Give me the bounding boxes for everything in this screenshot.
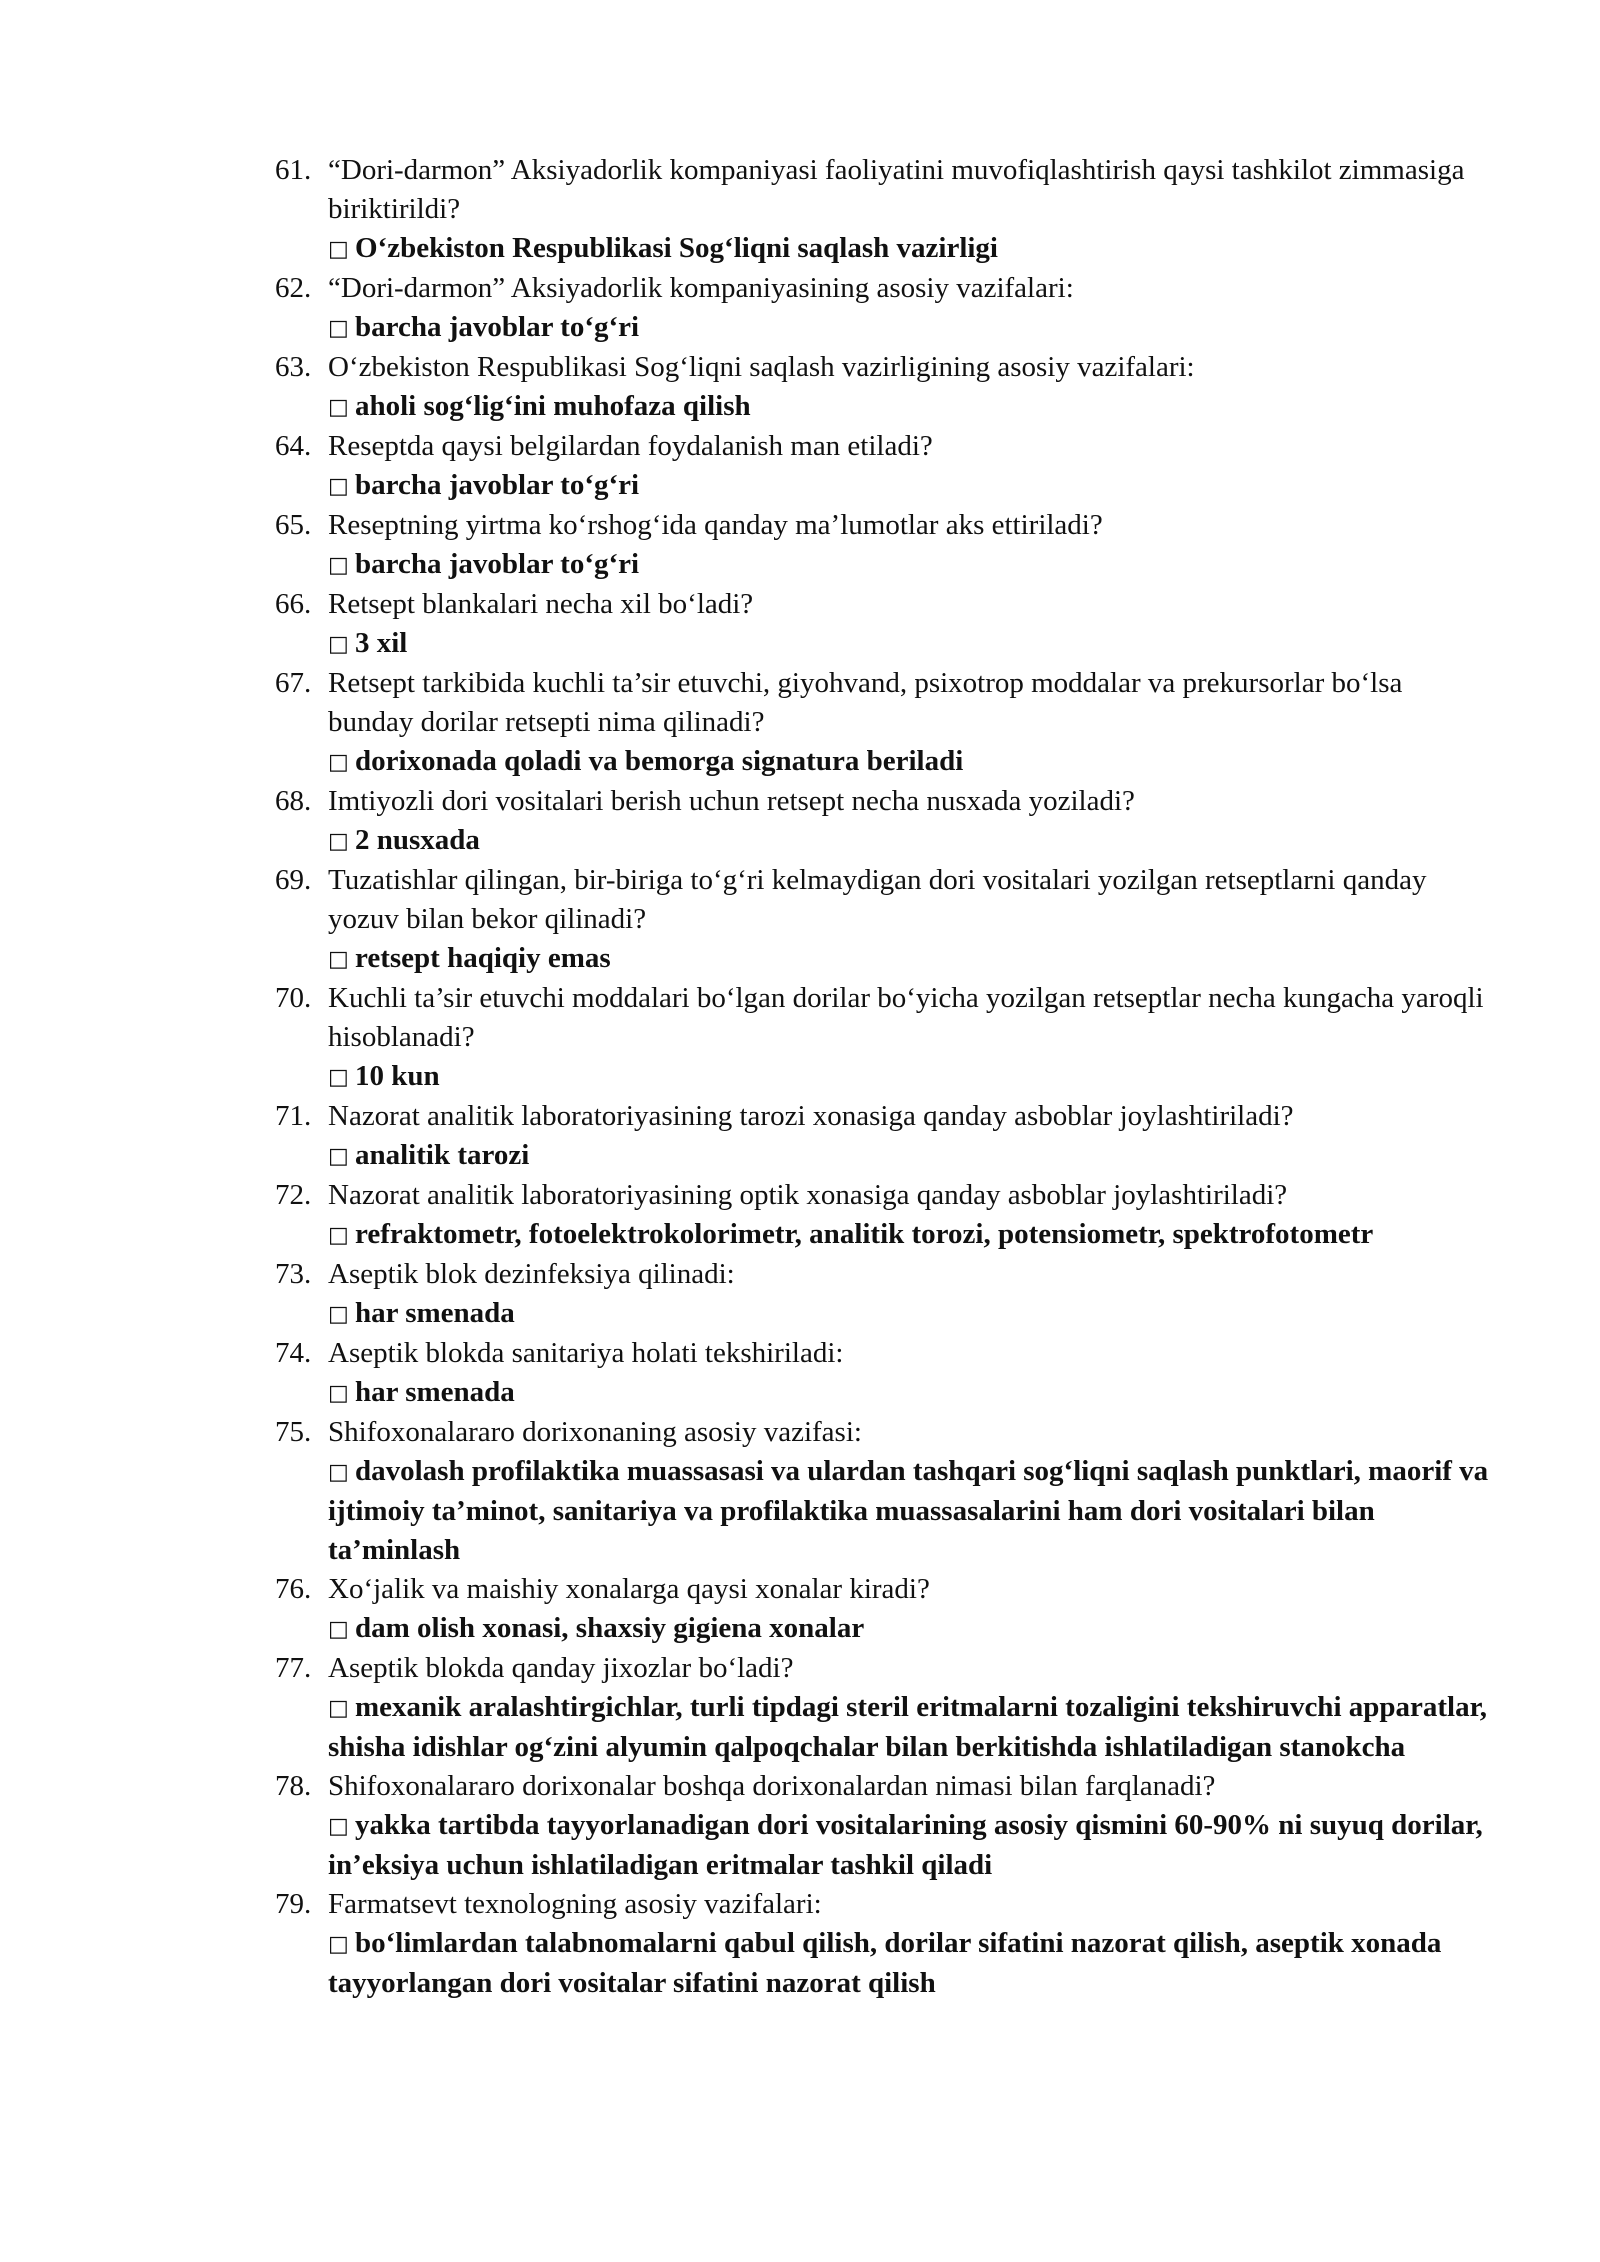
question-item <box>275 1649 1490 1767</box>
question-number: 77. <box>275 1652 312 1684</box>
question-number: 76. <box>275 1573 312 1605</box>
answer-line <box>328 1688 1490 1767</box>
answer-text: analitik tarozi <box>355 1139 530 1171</box>
answer-marker-icon: □ <box>328 1460 349 1485</box>
answer-text: dorixonada qoladi va bemorga signatura beriladi <box>355 745 964 777</box>
answer-text: O‘zbekiston Respublikasi Sog‘liqni saqlash vazirligi <box>355 232 998 264</box>
question-text: Aseptik blok dezinfeksiya qilinadi: <box>328 1258 735 1290</box>
question-text: Xo‘jalik va maishiy xonalarga qaysi xonalar kiradi? <box>328 1573 930 1605</box>
answer-line <box>328 308 1490 348</box>
question-text: Reseptda qaysi belgilardan foydalanish man etiladi? <box>328 430 933 462</box>
question-text: Shifoxonalararo dorixonaning asosiy vazifasi: <box>328 1416 862 1448</box>
answer-text: dam olish xonasi, shaxsiy gigiena xonalar <box>355 1612 865 1644</box>
answer-line <box>328 1806 1490 1885</box>
question-item <box>275 861 1490 979</box>
answer-marker-icon: □ <box>328 1696 349 1721</box>
question-number: 78. <box>275 1770 312 1802</box>
answer-marker-icon: □ <box>328 474 349 499</box>
answer-text: aholi sog‘lig‘ini muhofaza qilish <box>355 390 751 422</box>
question-item <box>275 664 1490 782</box>
question-item <box>275 782 1490 861</box>
answer-line <box>328 1609 1490 1649</box>
question-number: 64. <box>275 430 312 462</box>
question-number: 69. <box>275 864 312 896</box>
question-text: O‘zbekiston Respublikasi Sog‘liqni saqlash vazirligining asosiy vazifalari: <box>328 351 1195 383</box>
question-number: 62. <box>275 272 312 304</box>
question-text: Farmatsevt texnologning asosiy vazifalari: <box>328 1888 822 1920</box>
question-item <box>275 585 1490 664</box>
question-item <box>275 506 1490 585</box>
answer-line <box>328 1215 1490 1255</box>
answer-line <box>328 545 1490 585</box>
answer-line <box>328 939 1490 979</box>
answer-text: 10 kun <box>355 1060 440 1092</box>
question-number: 70. <box>275 982 312 1014</box>
question-item <box>275 1097 1490 1176</box>
question-text: Nazorat analitik laboratoriyasining tarozi xonasiga qanday asboblar joylashtiriladi? <box>328 1100 1294 1132</box>
answer-line <box>328 1452 1490 1570</box>
question-number: 74. <box>275 1337 312 1369</box>
question-item <box>275 348 1490 427</box>
answer-line <box>328 1057 1490 1097</box>
question-item <box>275 427 1490 506</box>
question-item <box>275 269 1490 348</box>
question-number: 73. <box>275 1258 312 1290</box>
question-item <box>275 1885 1490 2003</box>
question-text: Retsept tarkibida kuchli ta’sir etuvchi, giyohvand, psixotrop moddalar va prekursorlar bo‘lsa bunday dorilar retsepti nima qilinadi? <box>328 667 1403 738</box>
answer-marker-icon: □ <box>328 632 349 657</box>
question-number: 66. <box>275 588 312 620</box>
answer-marker-icon: □ <box>328 237 349 262</box>
answer-line <box>328 229 1490 269</box>
answer-text: har smenada <box>355 1376 515 1408</box>
question-text: Kuchli ta’sir etuvchi moddalari bo‘lgan dorilar bo‘yicha yozilgan retseptlar necha kungacha yaroqli hisoblanadi? <box>328 982 1484 1053</box>
answer-text: yakka tartibda tayyorlanadigan dori vositalarining asosiy qismini 60-90% ni suyuq dorilar, in’eksiya uchun ishlatiladigan eritmalar tashkil qiladi <box>328 1809 1483 1881</box>
answer-text: refraktometr, fotoelektrokolorimetr, analitik torozi, potensiometr, spektrofotometr <box>355 1218 1374 1250</box>
answer-line <box>328 624 1490 664</box>
answer-marker-icon: □ <box>328 1302 349 1327</box>
answer-text: retsept haqiqiy emas <box>355 942 611 974</box>
question-text: Aseptik blokda qanday jixozlar bo‘ladi? <box>328 1652 794 1684</box>
question-text: Shifoxonalararo dorixonalar boshqa dorixonalardan nimasi bilan farqlanadi? <box>328 1770 1216 1802</box>
answer-line <box>328 821 1490 861</box>
answer-text: 2 nusxada <box>355 824 480 856</box>
answer-marker-icon: □ <box>328 829 349 854</box>
answer-marker-icon: □ <box>328 1144 349 1169</box>
answer-text: har smenada <box>355 1297 515 1329</box>
question-item <box>275 1176 1490 1255</box>
question-number: 67. <box>275 667 312 699</box>
question-text: Tuzatishlar qilingan, bir-biriga to‘g‘ri kelmaydigan dori vositalari yozilgan retseptlarni qanday yozuv bilan bekor qilinadi? <box>328 864 1427 935</box>
question-text: Reseptning yirtma ko‘rshog‘ida qanday ma’lumotlar aks ettiriladi? <box>328 509 1103 541</box>
question-text: “Dori-darmon” Aksiyadorlik kompaniyasining asosiy vazifalari: <box>328 272 1074 304</box>
question-number: 79. <box>275 1888 312 1920</box>
question-item <box>275 979 1490 1097</box>
answer-line <box>328 1294 1490 1334</box>
question-list <box>275 151 1490 2003</box>
answer-marker-icon: □ <box>328 395 349 420</box>
answer-marker-icon: □ <box>328 1814 349 1839</box>
answer-line <box>328 387 1490 427</box>
answer-text: davolash profilaktika muassasasi va ulardan tashqari sog‘liqni saqlash punktlari, maorif va ijtimoiy ta’minot, sanitariya va profilaktika muassasalarini ham dori vositalari bilan ta’minlash <box>328 1455 1489 1566</box>
question-number: 63. <box>275 351 312 383</box>
question-item <box>275 1570 1490 1649</box>
answer-line <box>328 466 1490 506</box>
answer-marker-icon: □ <box>328 947 349 972</box>
question-text: “Dori-darmon” Aksiyadorlik kompaniyasi faoliyatini muvofiqlashtirish qaysi tashkilot zimmasiga biriktirildi? <box>328 154 1465 225</box>
question-number: 68. <box>275 785 312 817</box>
answer-text: 3 xil <box>355 627 408 659</box>
answer-line <box>328 1924 1490 2003</box>
answer-text: barcha javoblar to‘g‘ri <box>355 548 640 580</box>
question-item <box>275 151 1490 269</box>
question-text: Nazorat analitik laboratoriyasining optik xonasiga qanday asboblar joylashtiriladi? <box>328 1179 1288 1211</box>
answer-marker-icon: □ <box>328 750 349 775</box>
answer-line <box>328 1373 1490 1413</box>
question-text: Aseptik blokda sanitariya holati tekshiriladi: <box>328 1337 844 1369</box>
question-number: 72. <box>275 1179 312 1211</box>
question-item <box>275 1413 1490 1570</box>
answer-marker-icon: □ <box>328 553 349 578</box>
question-number: 65. <box>275 509 312 541</box>
question-text: Imtiyozli dori vositalari berish uchun retsept necha nusxada yoziladi? <box>328 785 1135 817</box>
question-item <box>275 1767 1490 1885</box>
question-number: 75. <box>275 1416 312 1448</box>
question-item <box>275 1334 1490 1413</box>
answer-line <box>328 1136 1490 1176</box>
answer-marker-icon: □ <box>328 1223 349 1248</box>
question-text: Retsept blankalari necha xil bo‘ladi? <box>328 588 754 620</box>
answer-text: barcha javoblar to‘g‘ri <box>355 311 640 343</box>
question-number: 61. <box>275 154 312 186</box>
answer-marker-icon: □ <box>328 1617 349 1642</box>
answer-text: mexanik aralashtirgichlar, turli tipdagi steril eritmalarni tozaligini tekshiruvchi apparatlar, shisha idishlar og‘zini alyumin qalpoqchalar bilan berkitishda ishlatiladigan stanokcha <box>328 1691 1488 1763</box>
answer-marker-icon: □ <box>328 316 349 341</box>
answer-marker-icon: □ <box>328 1381 349 1406</box>
question-number: 71. <box>275 1100 312 1132</box>
answer-text: barcha javoblar to‘g‘ri <box>355 469 640 501</box>
question-item <box>275 1255 1490 1334</box>
answer-text: bo‘limlardan talabnomalarni qabul qilish, dorilar sifatini nazorat qilish, aseptik xonada tayyorlangan dori vositalar sifatini nazorat qilish <box>328 1927 1442 1999</box>
answer-marker-icon: □ <box>328 1932 349 1957</box>
answer-line <box>328 742 1490 782</box>
answer-marker-icon: □ <box>328 1065 349 1090</box>
